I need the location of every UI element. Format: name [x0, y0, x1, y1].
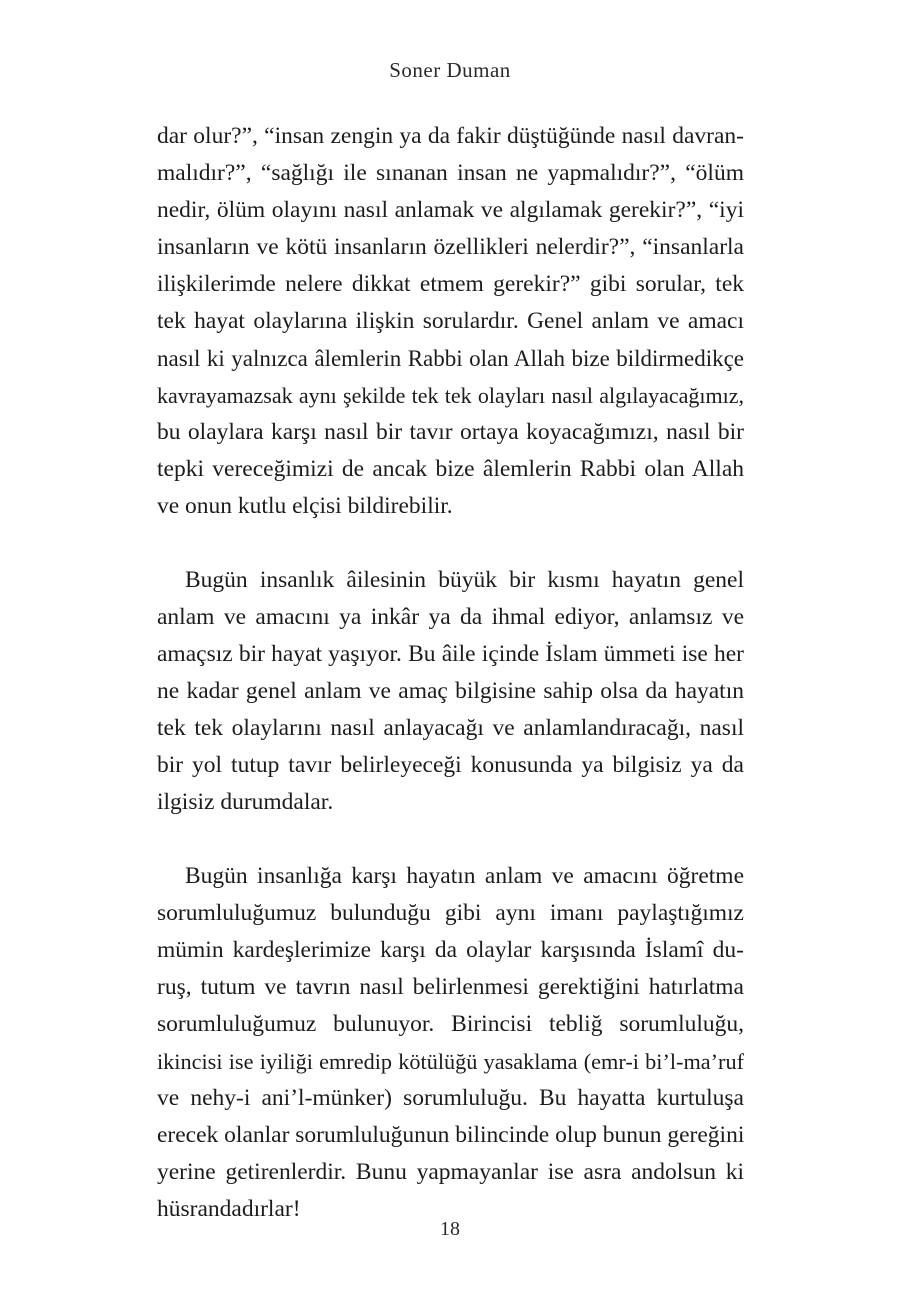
text-line: tek tek olaylarını nasıl anlayacağı ve anlamlandıracağı, nasıl [157, 715, 744, 741]
text-line: ilgisiz durumdalar. [157, 789, 334, 815]
text-line: bu olaylara karşı nasıl bir tavır ortaya koyacağımızı, nasıl bir [157, 419, 744, 445]
text-line: amaçsız bir hayat yaşıyor. Bu âile içinde İslam ümmeti ise her [157, 641, 744, 667]
text-line: sorumluluğumuz bulunduğu gibi aynı imanı paylaştığımız [157, 900, 744, 926]
text-line: ikincisi ise iyiliği emredip kötülüğü yasaklama (emr-i bi’l-ma’ruf [157, 1049, 744, 1074]
text-line: Bugün insanlık âilesinin büyük bir kısmı hayatın genel [185, 567, 744, 593]
text-line: insanların ve kötü insanların özellikleri nelerdir?”, “insanlarla [157, 234, 744, 260]
paragraph-1 [157, 118, 744, 525]
text-line: ilişkilerimde nelere dikkat etmem gerekir?” gibi sorular, tek [157, 271, 744, 297]
text-line: ruş, tutum ve tavrın nasıl belirlenmesi gerektiğini hatırlatma [157, 974, 744, 1000]
paragraph-3 [157, 858, 744, 1228]
text-line: erecek olanlar sorumluluğunun bilincinde olup bunun gereğini [157, 1122, 745, 1148]
text-line: yerine getirenlerdir. Bunu yapmayanlar ise asra andolsun ki [157, 1159, 744, 1185]
text-line: nasıl ki yalnızca âlemlerin Rabbi olan Allah bize bildirmedikçe [157, 346, 744, 371]
text-line: nedir, ölüm olayını nasıl anlamak ve algılamak gerekir?”, “iyi [157, 197, 744, 223]
body-text [157, 118, 744, 1228]
text-line: Bugün insanlığa karşı hayatın anlam ve amacını öğretme [185, 863, 744, 889]
text-line: anlam ve amacını ya inkâr ya da ihmal ediyor, anlamsız ve [157, 604, 744, 630]
text-line: mümin kardeşlerimize karşı da olaylar karşısında İslamî du- [157, 937, 744, 963]
text-line: bir yol tutup tavır belirleyeceği konusunda ya bilgisiz ya da [157, 752, 744, 778]
text-line: ve onun kutlu elçisi bildirebilir. [157, 493, 453, 519]
page-number: 18 [440, 1218, 460, 1240]
text-line: kavrayamazsak aynı şekilde tek tek olayları nasıl algılayacağımız, [157, 383, 744, 408]
text-line: tepki vereceğimizi de ancak bize âlemlerin Rabbi olan Allah [157, 456, 744, 482]
paragraph-2 [157, 562, 744, 821]
text-line: ve nehy-i ani’l-münker) sorumluluğu. Bu hayatta kurtuluşa [157, 1085, 744, 1111]
text-line: hüsrandadırlar! [157, 1196, 301, 1222]
running-header-author: Soner Duman [389, 58, 511, 82]
text-line: dar olur?”, “insan zengin ya da fakir düştüğünde nasıl davran- [157, 123, 744, 149]
text-line: ne kadar genel anlam ve amaç bilgisine sahip olsa da hayatın [157, 678, 744, 704]
text-line: sorumluluğumuz bulunuyor. Birincisi tebliğ sorumluluğu, [157, 1011, 744, 1037]
text-line: malıdır?”, “sağlığı ile sınanan insan ne yapmalıdır?”, “ölüm [157, 160, 744, 186]
text-line: tek hayat olaylarına ilişkin sorulardır. Genel anlam ve amacı [157, 308, 744, 334]
